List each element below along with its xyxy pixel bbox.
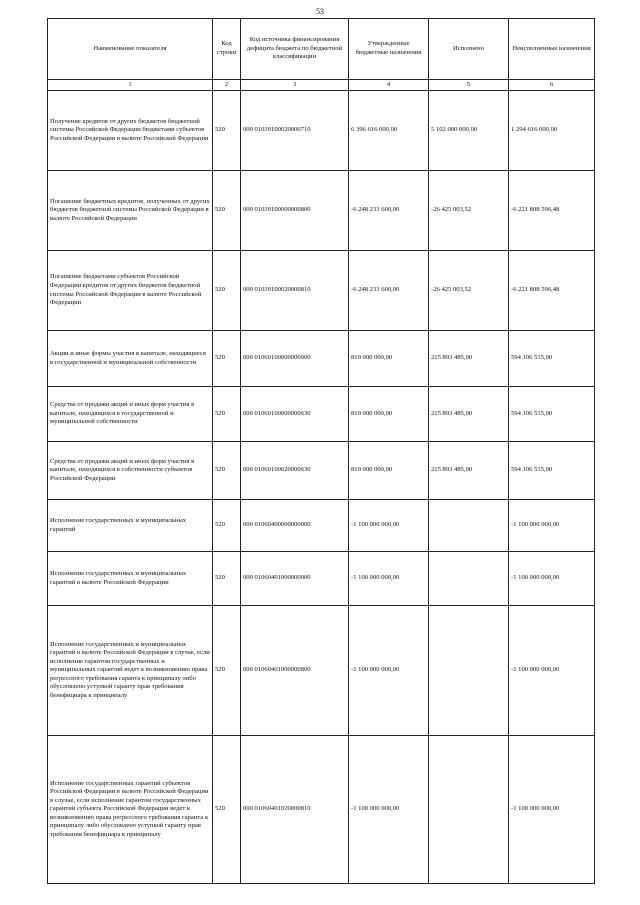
indicator-name: Исполнение государственных и муниципальных гарантий в валюте Российской Федерации в случае, если исполнение гарантом государственных и муниципальных гарантий ведет к возникновению права регрессного требования гаранта к принципалу либо обусловлено уступкой гаранту прав требования бенефициара к принципалу — [48, 606, 213, 736]
header-line-code: Код строки — [213, 19, 241, 80]
table-row — [48, 606, 595, 736]
header-executed: Исполнено — [429, 19, 509, 80]
unexecuted-amount: 1 294 616 000,00 — [509, 91, 595, 171]
indicator-name: Средства от продажи акций и иных форм участия в капитале, находящихся в государственной и муниципальной собственности — [48, 387, 213, 442]
executed-amount — [429, 500, 509, 552]
line-code: 520 — [213, 171, 241, 251]
column-number: 5 — [429, 80, 509, 91]
column-number: 1 — [48, 80, 213, 91]
unexecuted-amount: 594 106 515,00 — [509, 331, 595, 387]
unexecuted-amount: -1 100 000 000,00 — [509, 500, 595, 552]
source-code: 000 01030100020000710 — [241, 91, 349, 171]
source-code: 000 01060100000000630 — [241, 387, 349, 442]
header-indicator-name: Наименование показателя — [48, 19, 213, 80]
column-number: 3 — [241, 80, 349, 91]
table-row — [48, 251, 595, 331]
header-unexecuted: Неисполненные назначения — [509, 19, 595, 80]
approved-amount: 810 000 000,00 — [349, 387, 429, 442]
line-code: 520 — [213, 251, 241, 331]
executed-amount: 215 893 485,00 — [429, 442, 509, 500]
approved-amount: 810 000 000,00 — [349, 442, 429, 500]
approved-amount: -1 100 000 000,00 — [349, 606, 429, 736]
approved-amount: -1 100 000 000,00 — [349, 500, 429, 552]
line-code: 520 — [213, 442, 241, 500]
approved-amount: -1 100 000 000,00 — [349, 552, 429, 606]
executed-amount — [429, 736, 509, 884]
table-row — [48, 171, 595, 251]
page-number: 53 — [316, 7, 324, 16]
approved-amount: -1 100 000 000,00 — [349, 736, 429, 884]
source-code: 000 01060400000000000 — [241, 500, 349, 552]
indicator-name: Средства от продажи акций и иных форм участия в капитале, находящихся в собственности субъектов Российской Федерации — [48, 442, 213, 500]
indicator-name: Исполнение государственных и муниципальных гарантий — [48, 500, 213, 552]
indicator-name: Получение кредитов от других бюджетов бюджетной системы Российской Федерации бюджетами субъектов Российской Федерации в валюте Российской Федерации — [48, 91, 213, 171]
executed-amount: 5 102 000 000,00 — [429, 91, 509, 171]
table-row — [48, 442, 595, 500]
line-code: 520 — [213, 552, 241, 606]
column-number: 2 — [213, 80, 241, 91]
indicator-name: Акции и иные формы участия в капитале, находящиеся в государственной и муниципальной собственности — [48, 331, 213, 387]
table-row — [48, 500, 595, 552]
source-code: 000 01060100020000630 — [241, 442, 349, 500]
table-row — [48, 552, 595, 606]
approved-amount: 6 396 616 000,00 — [349, 91, 429, 171]
column-number: 6 — [509, 80, 595, 91]
table-row — [48, 736, 595, 884]
approved-amount: -6 248 233 600,00 — [349, 171, 429, 251]
unexecuted-amount: -6 221 808 596,48 — [509, 251, 595, 331]
unexecuted-amount: 594 106 515,00 — [509, 387, 595, 442]
unexecuted-amount: 594 106 515,00 — [509, 442, 595, 500]
line-code: 520 — [213, 606, 241, 736]
unexecuted-amount: -1 100 000 000,00 — [509, 736, 595, 884]
line-code: 520 — [213, 331, 241, 387]
table-row — [48, 91, 595, 171]
header-row — [48, 19, 595, 80]
unexecuted-amount: -1 100 000 000,00 — [509, 606, 595, 736]
header-source-code: Код источника финансирования дефицита бюджета по бюджетной классификации — [241, 19, 349, 80]
executed-amount — [429, 552, 509, 606]
indicator-name: Исполнение государственных и муниципальных гарантий в валюте Российской Федерации — [48, 552, 213, 606]
unexecuted-amount: -6 221 808 596,48 — [509, 171, 595, 251]
source-code: 000 01060401000000000 — [241, 552, 349, 606]
source-code: 000 01030100000000800 — [241, 171, 349, 251]
table-row — [48, 387, 595, 442]
line-code: 520 — [213, 387, 241, 442]
header-approved: Утвержденные бюджетные назначения — [349, 19, 429, 80]
indicator-name: Погашение бюджетами субъектов Российской Федерации кредитов от других бюджетов бюджетной системы Российской Федерации в валюте Российской Федерации — [48, 251, 213, 331]
source-code: 000 01060401000000800 — [241, 606, 349, 736]
line-code: 520 — [213, 736, 241, 884]
budget-deficit-sources-table — [47, 18, 595, 884]
line-code: 520 — [213, 91, 241, 171]
executed-amount: -26 425 003,52 — [429, 171, 509, 251]
indicator-name: Погашение бюджетных кредитов, полученных от других бюджетов бюджетной системы Российской Федерации в валюте Российской Федерации — [48, 171, 213, 251]
executed-amount: -26 425 003,52 — [429, 251, 509, 331]
column-number: 4 — [349, 80, 429, 91]
source-code: 000 01030100020000810 — [241, 251, 349, 331]
header-number-row — [48, 80, 595, 91]
source-code: 000 01060100000000000 — [241, 331, 349, 387]
indicator-name: Исполнение государственных гарантий субъектов Российской Федерации в валюте Российской Федерации в случае, если исполнение гарантом государственных гарантий субъекта Российской Федерации ведет к возникновению права регрессного требования гаранта к принципалу либо обусловлено уступкой гаранту прав требования бенефициара к принципалу — [48, 736, 213, 884]
unexecuted-amount: -1 100 000 000,00 — [509, 552, 595, 606]
executed-amount: 215 893 485,00 — [429, 331, 509, 387]
executed-amount — [429, 606, 509, 736]
executed-amount: 215 893 485,00 — [429, 387, 509, 442]
table-row — [48, 331, 595, 387]
approved-amount: -6 248 233 600,00 — [349, 251, 429, 331]
line-code: 520 — [213, 500, 241, 552]
source-code: 000 01060401020000810 — [241, 736, 349, 884]
approved-amount: 810 000 000,00 — [349, 331, 429, 387]
